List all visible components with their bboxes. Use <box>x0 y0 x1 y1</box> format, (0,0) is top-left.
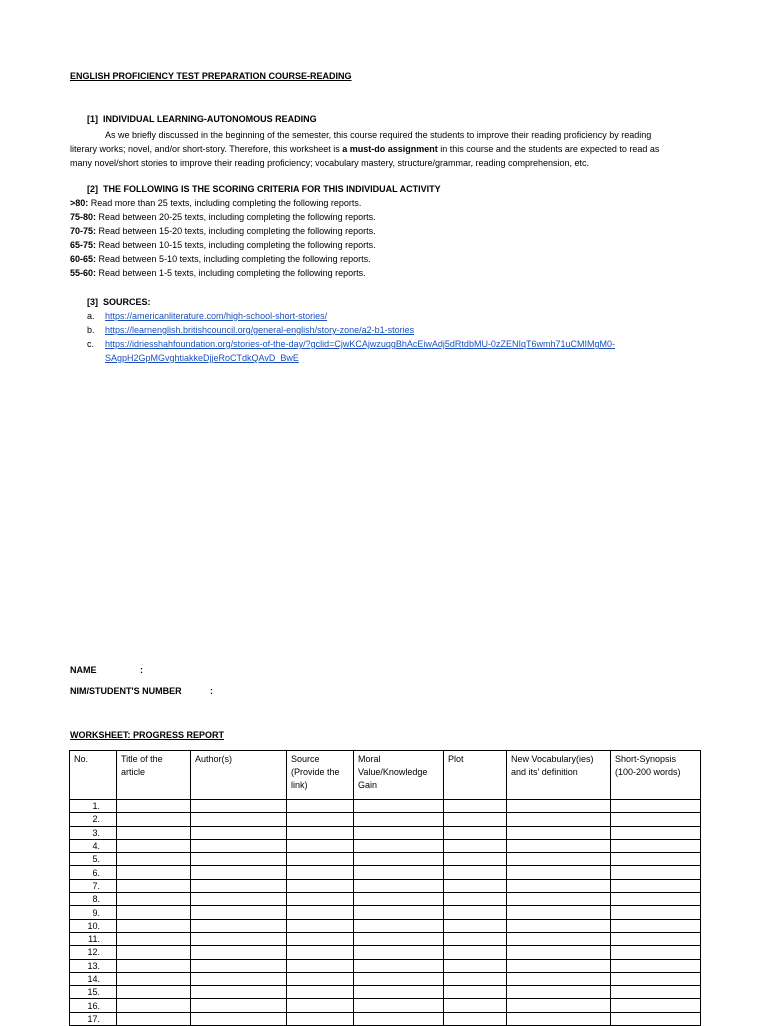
table-row <box>70 879 701 892</box>
table-cell[interactable] <box>287 959 354 972</box>
row-number: 17. <box>70 1012 117 1025</box>
table-cell[interactable] <box>611 972 701 985</box>
row-number: 13. <box>70 959 117 972</box>
column-header: Moral Value/Knowledge Gain <box>354 751 444 800</box>
row-number: 15. <box>70 986 117 999</box>
source-link[interactable]: https://idriesshahfoundation.org/stories-of-the-day/?gclid=CjwKCAjwzuqgBhAcEiwAdj5dRtdbMU-0zZENIqT6wmh71uCMIMgM0- <box>105 339 615 349</box>
table-cell[interactable] <box>287 866 354 879</box>
table-row <box>70 932 701 945</box>
section-3-heading <box>87 297 151 307</box>
table-row <box>70 906 701 919</box>
table-cell[interactable] <box>444 999 507 1012</box>
row-number: 16. <box>70 999 117 1012</box>
table-cell[interactable] <box>354 999 444 1012</box>
table-cell[interactable] <box>354 866 444 879</box>
column-header: Title of the article <box>117 751 191 800</box>
table-cell[interactable] <box>287 853 354 866</box>
table-cell[interactable] <box>444 932 507 945</box>
criteria-range: 75-80: <box>70 212 97 222</box>
table-cell[interactable] <box>354 826 444 839</box>
table-cell[interactable] <box>191 839 287 852</box>
table-cell[interactable] <box>611 879 701 892</box>
criteria-range: 55-60: <box>70 268 97 278</box>
table-cell[interactable] <box>191 906 287 919</box>
table-cell[interactable] <box>191 800 287 813</box>
name-field <box>70 665 143 675</box>
source-link-continuation <box>105 353 299 363</box>
table-cell[interactable] <box>354 813 444 826</box>
table-cell[interactable] <box>191 946 287 959</box>
table-cell[interactable] <box>354 879 444 892</box>
row-number: 9. <box>70 906 117 919</box>
table-row <box>70 853 701 866</box>
name-label: NAME <box>70 665 97 675</box>
worksheet-heading: WORKSHEET: PROGRESS REPORT <box>70 730 225 740</box>
table-cell[interactable] <box>507 986 611 999</box>
source-link-wrap[interactable]: SAgpH2GpMGvghtiakkeDjjeRoCTdkQAvD_BwE <box>105 353 299 363</box>
table-cell[interactable] <box>354 919 444 932</box>
table-cell[interactable] <box>611 866 701 879</box>
nim-field <box>70 686 230 696</box>
table-cell[interactable] <box>191 893 287 906</box>
table-cell[interactable] <box>117 932 191 945</box>
source-link[interactable]: https://learnenglish.britishcouncil.org/general-english/story-zone/a2-b1-stories <box>105 325 415 335</box>
table-row <box>70 813 701 826</box>
table-cell[interactable] <box>611 853 701 866</box>
table-cell[interactable] <box>287 946 354 959</box>
table-cell[interactable] <box>444 826 507 839</box>
criteria-range: 70-75: <box>70 226 97 236</box>
criteria-text: Read between 10-15 texts, including completing the following reports. <box>96 240 376 250</box>
table-cell[interactable] <box>354 839 444 852</box>
source-link[interactable]: https://americanliterature.com/high-school-short-stories/ <box>105 311 328 321</box>
table-cell[interactable] <box>191 919 287 932</box>
table-cell[interactable] <box>507 839 611 852</box>
criteria-line <box>70 198 361 208</box>
column-header: No. <box>70 751 117 800</box>
criteria-range: 60-65: <box>70 254 97 264</box>
criteria-text: Read between 15-20 texts, including completing the following reports. <box>96 226 376 236</box>
row-number: 12. <box>70 946 117 959</box>
table-cell[interactable] <box>117 826 191 839</box>
table-cell[interactable] <box>507 999 611 1012</box>
table-cell[interactable] <box>287 932 354 945</box>
table-cell[interactable] <box>507 932 611 945</box>
table-cell[interactable] <box>507 813 611 826</box>
table-cell[interactable] <box>611 946 701 959</box>
nim-colon: : <box>210 686 213 696</box>
table-cell[interactable] <box>287 919 354 932</box>
table-row <box>70 946 701 959</box>
table-cell[interactable] <box>287 986 354 999</box>
table-cell[interactable] <box>507 959 611 972</box>
criteria-text: Read between 20-25 texts, including completing the following reports. <box>96 212 376 222</box>
table-cell[interactable] <box>444 986 507 999</box>
table-cell[interactable] <box>287 999 354 1012</box>
table-cell[interactable] <box>354 959 444 972</box>
table-cell[interactable] <box>354 893 444 906</box>
row-number: 14. <box>70 972 117 985</box>
table-cell[interactable] <box>117 986 191 999</box>
table-cell[interactable] <box>354 972 444 985</box>
section-1-title: INDIVIDUAL LEARNING-AUTONOMOUS READING <box>103 114 317 124</box>
table-row <box>70 999 701 1012</box>
table-cell[interactable] <box>444 906 507 919</box>
table-cell[interactable] <box>287 839 354 852</box>
row-number: 10. <box>70 919 117 932</box>
table-header-row <box>70 751 701 800</box>
section-1-heading <box>87 114 317 124</box>
table-cell[interactable] <box>611 906 701 919</box>
source-item <box>87 311 327 321</box>
row-number: 7. <box>70 879 117 892</box>
table-cell[interactable] <box>611 999 701 1012</box>
table-cell[interactable] <box>444 800 507 813</box>
table-cell[interactable] <box>611 839 701 852</box>
criteria-text: Read more than 25 texts, including completing the following reports. <box>88 198 362 208</box>
table-cell[interactable] <box>287 893 354 906</box>
paragraph-text-1: As we briefly discussed in the beginning of the semester, this course required the students to improve their reading proficiency by reading literary works; novel, and/or short-story. Therefore, this worksheet is <box>70 130 652 154</box>
table-cell[interactable] <box>507 893 611 906</box>
table-cell[interactable] <box>287 800 354 813</box>
table-cell[interactable] <box>444 946 507 959</box>
table-cell[interactable] <box>117 919 191 932</box>
paragraph-bold-text: a must-do assignment <box>342 144 438 154</box>
table-cell[interactable] <box>117 999 191 1012</box>
section-1-paragraph <box>70 128 675 170</box>
table-cell[interactable] <box>507 866 611 879</box>
criteria-line <box>70 254 371 264</box>
table-cell[interactable] <box>191 932 287 945</box>
table-cell[interactable] <box>507 919 611 932</box>
section-1-number: [1] <box>87 114 98 124</box>
table-cell[interactable] <box>354 946 444 959</box>
table-cell[interactable] <box>117 906 191 919</box>
table-cell[interactable] <box>117 972 191 985</box>
table-body <box>70 800 701 1026</box>
row-number: 3. <box>70 826 117 839</box>
table-cell[interactable] <box>611 959 701 972</box>
name-colon: : <box>140 665 143 675</box>
table-row <box>70 839 701 852</box>
table-row <box>70 986 701 999</box>
table-cell[interactable] <box>191 866 287 879</box>
table-cell[interactable] <box>444 813 507 826</box>
table-cell[interactable] <box>444 893 507 906</box>
table-cell[interactable] <box>287 879 354 892</box>
nim-label: NIM/STUDENT'S NUMBER <box>70 686 182 696</box>
section-3-title: SOURCES: <box>103 297 151 307</box>
table-cell[interactable] <box>444 866 507 879</box>
table-cell[interactable] <box>611 826 701 839</box>
table-cell[interactable] <box>287 813 354 826</box>
table-cell[interactable] <box>191 999 287 1012</box>
row-number: 4. <box>70 839 117 852</box>
row-number: 8. <box>70 893 117 906</box>
table-cell[interactable] <box>611 986 701 999</box>
table-cell[interactable] <box>444 972 507 985</box>
table-cell[interactable] <box>611 932 701 945</box>
table-row <box>70 919 701 932</box>
table-cell[interactable] <box>117 839 191 852</box>
table-cell[interactable] <box>117 866 191 879</box>
table-row <box>70 959 701 972</box>
document-title: ENGLISH PROFICIENCY TEST PREPARATION COURSE-READING <box>70 71 352 81</box>
column-header: New Vocabulary(ies) and its' definition <box>507 751 611 800</box>
criteria-text: Read between 1-5 texts, including completing the following reports. <box>96 268 366 278</box>
row-number: 1. <box>70 800 117 813</box>
table-cell[interactable] <box>444 919 507 932</box>
table-cell[interactable] <box>354 906 444 919</box>
table-cell[interactable] <box>507 879 611 892</box>
table-cell[interactable] <box>191 986 287 999</box>
table-cell[interactable] <box>191 826 287 839</box>
table-cell[interactable] <box>507 906 611 919</box>
table-row <box>70 800 701 813</box>
table-cell[interactable] <box>611 800 701 813</box>
table-cell[interactable] <box>611 813 701 826</box>
table-cell[interactable] <box>354 932 444 945</box>
column-header: Short-Synopsis (100-200 words) <box>611 751 701 800</box>
column-header: Source (Provide the link) <box>287 751 354 800</box>
source-letter: c. <box>87 339 95 349</box>
criteria-range: 65-75: <box>70 240 97 250</box>
table-cell[interactable] <box>287 906 354 919</box>
table-cell[interactable] <box>611 919 701 932</box>
table-row <box>70 972 701 985</box>
source-letter: b. <box>87 325 95 335</box>
row-number: 2. <box>70 813 117 826</box>
table-cell[interactable] <box>507 826 611 839</box>
table-cell[interactable] <box>507 972 611 985</box>
table-cell[interactable] <box>507 800 611 813</box>
table-cell[interactable] <box>444 959 507 972</box>
table-cell[interactable] <box>287 972 354 985</box>
table-cell[interactable] <box>444 839 507 852</box>
table-cell[interactable] <box>191 959 287 972</box>
column-header: Plot <box>444 751 507 800</box>
row-number: 11. <box>70 932 117 945</box>
criteria-line <box>70 268 366 278</box>
paragraph-text-2: in this course and the students are expected to read as many novel/short stories to improve their reading proficiency; vocabulary mastery, structure/grammar, reading comprehension, etc. <box>70 144 660 168</box>
table-cell[interactable] <box>444 879 507 892</box>
table-cell[interactable] <box>191 813 287 826</box>
table-cell[interactable] <box>507 853 611 866</box>
table-cell[interactable] <box>117 946 191 959</box>
criteria-range: >80: <box>70 198 89 208</box>
table-cell[interactable] <box>444 853 507 866</box>
table-cell[interactable] <box>354 853 444 866</box>
column-header: Author(s) <box>191 751 287 800</box>
table-cell[interactable] <box>117 959 191 972</box>
table-row <box>70 866 701 879</box>
criteria-text: Read between 5-10 texts, including completing the following reports. <box>96 254 371 264</box>
table-cell[interactable] <box>191 972 287 985</box>
table-cell[interactable] <box>611 893 701 906</box>
section-2-number: [2] <box>87 184 98 194</box>
criteria-line <box>70 226 376 236</box>
table-cell[interactable] <box>117 879 191 892</box>
table-cell[interactable] <box>191 879 287 892</box>
table-cell[interactable] <box>191 853 287 866</box>
table-row <box>70 893 701 906</box>
table-cell[interactable] <box>117 853 191 866</box>
table-cell[interactable] <box>117 800 191 813</box>
table-cell[interactable] <box>507 946 611 959</box>
table-cell[interactable] <box>354 800 444 813</box>
source-letter: a. <box>87 311 95 321</box>
table-cell[interactable] <box>117 893 191 906</box>
source-item <box>87 325 414 335</box>
row-number: 5. <box>70 853 117 866</box>
progress-report-table <box>69 750 701 1026</box>
section-3-number: [3] <box>87 297 98 307</box>
criteria-line <box>70 240 376 250</box>
source-item <box>87 339 615 349</box>
criteria-line <box>70 212 376 222</box>
row-number: 6. <box>70 866 117 879</box>
table-cell[interactable] <box>354 986 444 999</box>
table-cell[interactable] <box>117 813 191 826</box>
table-row <box>70 826 701 839</box>
section-2-title: THE FOLLOWING IS THE SCORING CRITERIA FOR THIS INDIVIDUAL ACTIVITY <box>103 184 441 194</box>
section-2-heading <box>87 184 441 194</box>
table-cell[interactable] <box>287 826 354 839</box>
